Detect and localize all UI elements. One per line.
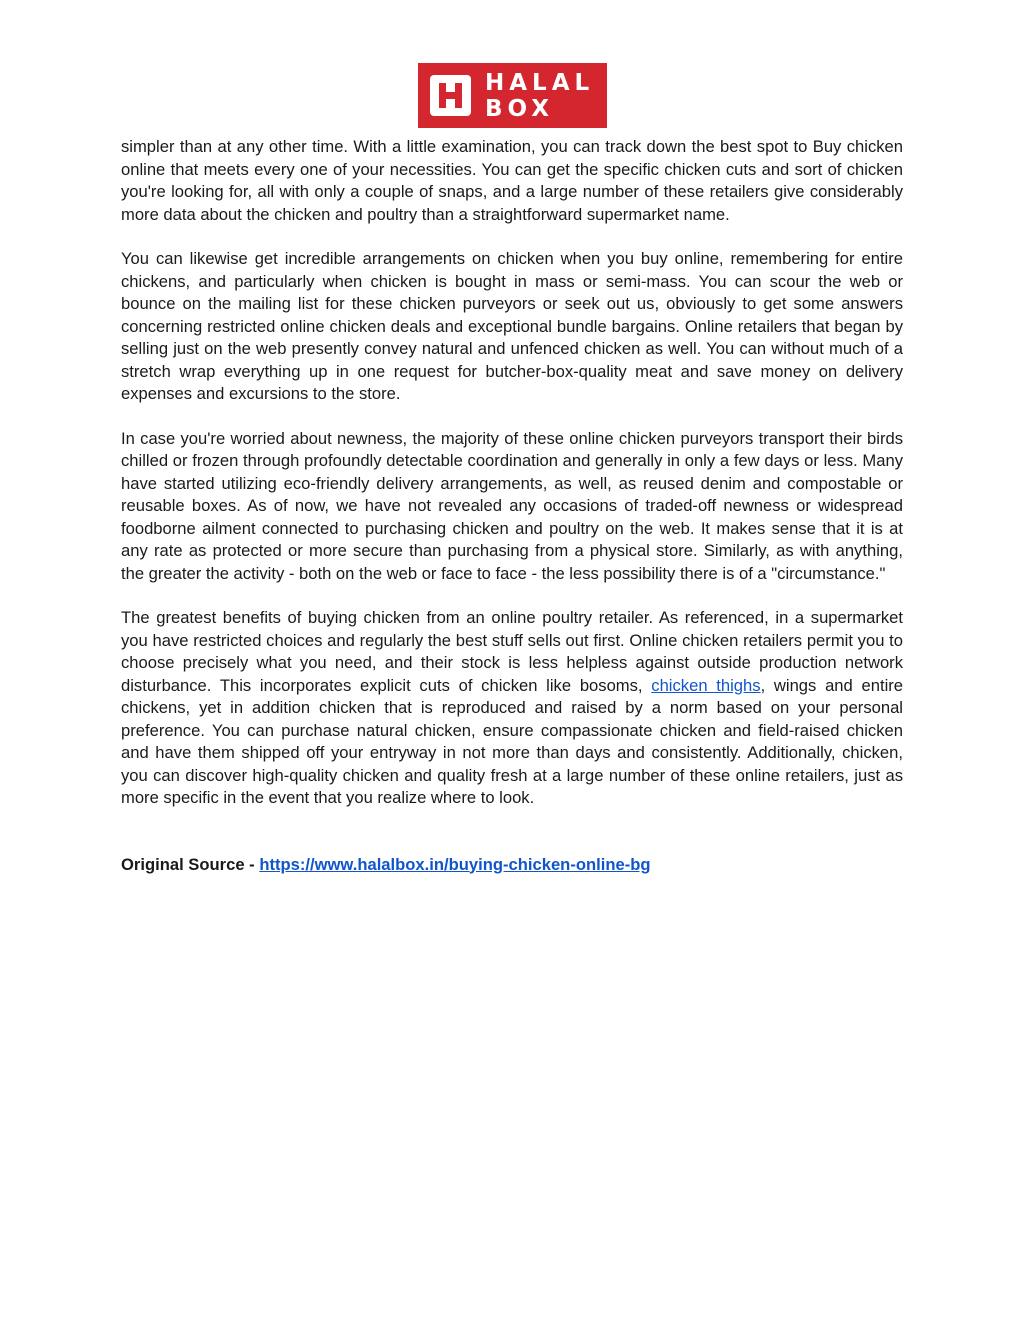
source-url-link[interactable]: https://www.halalbox.in/buying-chicken-online-bg (259, 854, 651, 874)
logo-line-1: HALAL (485, 69, 595, 96)
halalbox-logo (418, 63, 607, 128)
paragraph-4-text-before: The greatest benefits of buying chicken from an online poultry retailer. As referenced, in a supermarket you have restricted choices and regularly the best stuff sells out first. Online chicken retailers permit you to choose precisely what you need, and their stock is less helpless against outside production network disturbance. This incorporates explicit cuts of chicken like bosoms, (121, 608, 903, 695)
paragraph-1: simpler than at any other time. With a little examination, you can track down the best spot to Buy chicken online that meets every one of your necessities. You can get the specific chicken cuts and sort of chicken you're looking for, all with only a couple of snaps, and a large number of these retailers give considerably more data about the chicken and poultry than a straightforward supermarket name. (121, 137, 903, 224)
paragraph-3: In case you're worried about newness, the majority of these online chicken purveyors transport their birds chilled or frozen through profoundly detectable coordination and generally in only a few days or less. Many have started utilizing eco-friendly delivery arrangements, as well, as reused denim and compostable or reusable boxes. As of now, we have not revealed any occasions of traded-off newness or widespread foodborne ailment connected to purchasing chicken and poultry on the web. It makes sense that it is at any rate as protected or more secure than purchasing from a physical store. Similarly, as with anything, the greater the activity - both on the web or face to face - the less possibility there is of a "circumstance." (121, 428, 903, 583)
original-source (121, 854, 903, 877)
logo-line-2: BOX (485, 95, 554, 122)
paragraph-4-text-after: , wings and entire chickens, yet in addition chicken that is reproduced and raised by a norm based on your personal preference. You can purchase natural chicken, ensure compassionate chicken and field-raised chicken and have them shipped off your entryway in not more than days and consistently. Additionally, chicken, you can discover high-quality chicken and quality fresh at a large number of these online retailers, just as more specific in the event that you realize where to look. (121, 675, 904, 807)
article-body (121, 136, 903, 876)
paragraph-2: You can likewise get incredible arrangements on chicken when you buy online, remembering for entire chickens, and particularly when chicken is bought in mass or semi-mass. You can scour the web or bounce on the mailing list for these chicken purveyors or seek out us, obviously to get some answers concerning restricted online chicken deals and exceptional bundle bargains. Online retailers that began by selling just on the web presently convey natural and unfenced chicken as well. You can without much of a stretch wrap everything up in one request for butcher-box-quality meat and save money on delivery expenses and excursions to the store. (121, 249, 903, 403)
source-label: Original Source - (121, 854, 260, 874)
logo-h-icon (430, 75, 471, 116)
paragraph-4 (121, 607, 903, 810)
logo-wordmark (485, 70, 594, 122)
chicken-thighs-link[interactable]: chicken thighs (651, 675, 761, 695)
